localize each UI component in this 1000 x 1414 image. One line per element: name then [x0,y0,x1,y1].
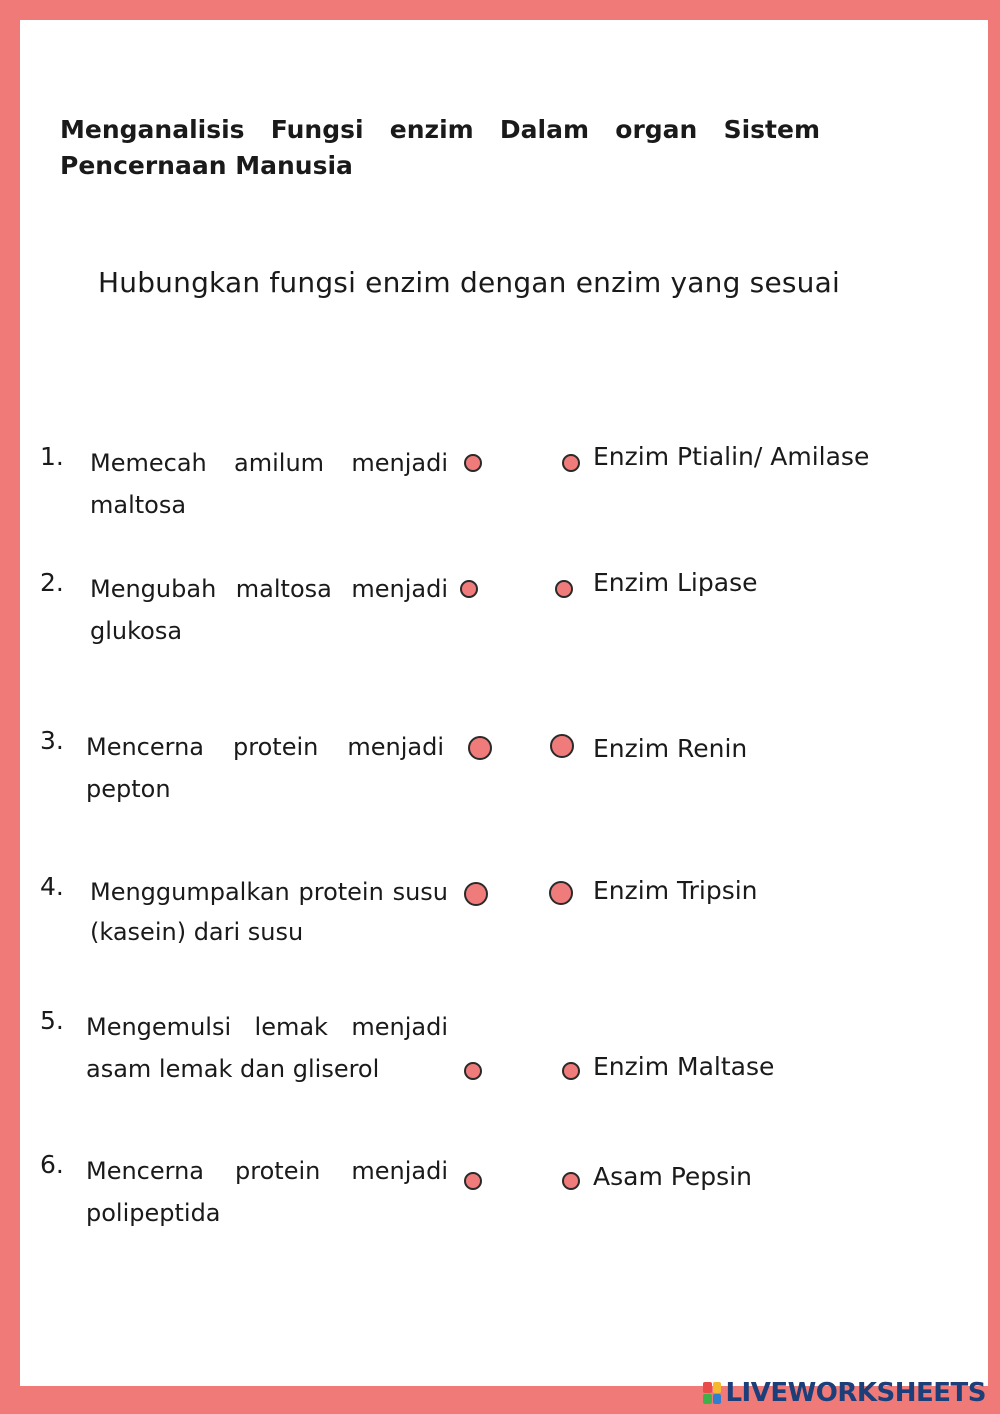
answer-text: Enzim Renin [593,734,748,763]
question-connector-dot[interactable] [464,1172,482,1190]
answer-connector-dot[interactable] [549,881,573,905]
answer-connector-dot[interactable] [562,1172,580,1190]
brand-name: LIVEWORKSHEETS [725,1378,986,1408]
question-text: Mencerna protein menjadi pepton [86,733,444,803]
answer-connector-dot[interactable] [562,454,580,472]
matching-row [20,568,988,658]
question-connector-dot[interactable] [464,454,482,472]
question-text: Menggumpalkan protein susu (kasein) dari susu [90,878,448,946]
answer-connector-dot[interactable] [555,580,573,598]
answer-text: Asam Pepsin [593,1162,752,1191]
question-connector-dot[interactable] [464,1062,482,1080]
question-text: Mengubah maltosa menjadi glukosa [90,575,448,645]
question-text: Memecah amilum menjadi maltosa [90,449,448,519]
question-text: Mengemulsi lemak menjadi asam lemak dan gliserol [86,1013,448,1083]
item-number: 5. [40,1006,64,1035]
instruction-text: Hubungkan fungsi enzim dengan enzim yang sesuai [98,266,840,299]
item-number: 1. [40,442,64,471]
matching-row [20,872,988,962]
item-number: 2. [40,568,64,597]
matching-row [20,1150,988,1240]
liveworksheets-logo-icon [703,1382,721,1404]
footer-branding [703,1378,986,1408]
matching-row [20,726,988,816]
answer-connector-dot[interactable] [562,1062,580,1080]
item-number: 3. [40,726,64,755]
answer-text: Enzim Ptialin/ Amilase [593,442,870,471]
question-connector-dot[interactable] [468,736,492,760]
worksheet-title: Menganalisis Fungsi enzim Dalam organ Sistem Pencernaan Manusia [60,115,820,180]
item-number: 6. [40,1150,64,1179]
question-text: Mencerna protein menjadi polipeptida [86,1157,448,1227]
item-number: 4. [40,872,64,901]
worksheet-page [20,20,988,1386]
answer-text: Enzim Lipase [593,568,758,597]
answer-text: Enzim Tripsin [593,876,758,905]
answer-text: Enzim Maltase [593,1052,775,1081]
answer-connector-dot[interactable] [550,734,574,758]
question-connector-dot[interactable] [464,882,488,906]
matching-row [20,442,988,532]
question-connector-dot[interactable] [460,580,478,598]
matching-row [20,1006,988,1096]
